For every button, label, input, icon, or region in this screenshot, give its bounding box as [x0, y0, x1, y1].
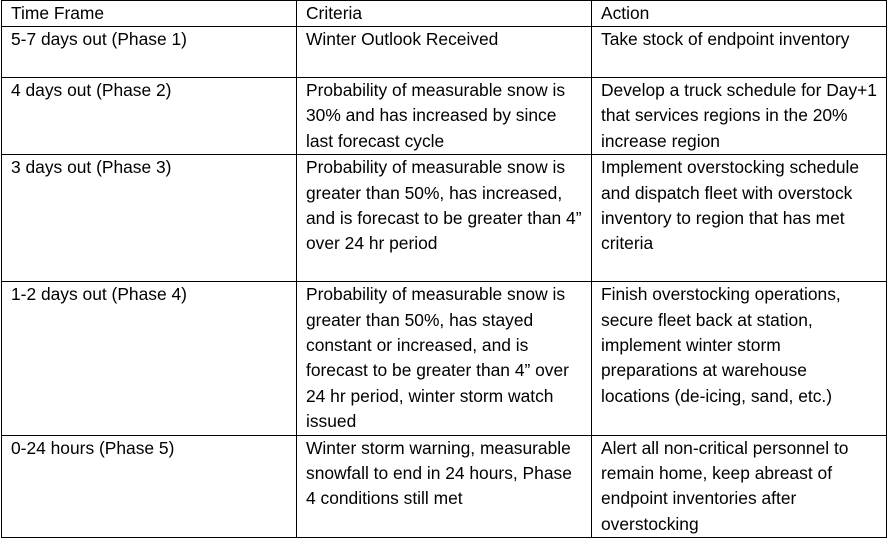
- action-cell: Alert all non-critical personnel to remain home, keep abreast of endpoint inventories after overstocking: [592, 435, 887, 538]
- header-row: [2, 1, 887, 27]
- criteria-cell: Probability of measurable snow is greater than 50%, has increased, and is forecast to be greater than 4” over 24 hr period: [297, 155, 592, 282]
- header-action: Action: [592, 1, 887, 27]
- criteria-cell: Probability of measurable snow is 30% and has increased by since last forecast cycle: [297, 78, 592, 155]
- time-frame-cell: 0-24 hours (Phase 5): [2, 435, 297, 538]
- time-frame-cell: 4 days out (Phase 2): [2, 78, 297, 155]
- time-frame-cell: 5-7 days out (Phase 1): [2, 27, 297, 78]
- table-row: [2, 282, 887, 435]
- table-row: [2, 78, 887, 155]
- time-frame-cell: 3 days out (Phase 3): [2, 155, 297, 282]
- criteria-cell: Winter storm warning, measurable snowfall to end in 24 hours, Phase 4 conditions still met: [297, 435, 592, 538]
- table-row: [2, 435, 887, 538]
- action-cell: Implement overstocking schedule and dispatch fleet with overstock inventory to region that has met criteria: [592, 155, 887, 282]
- header-criteria: Criteria: [297, 1, 592, 27]
- criteria-cell: Winter Outlook Received: [297, 27, 592, 78]
- phase-plan-table: [1, 0, 887, 538]
- table-row: [2, 27, 887, 78]
- criteria-cell: Probability of measurable snow is greater than 50%, has stayed constant or increased, and is forecast to be greater than 4” over 24 hr period, winter storm watch issued: [297, 282, 592, 435]
- time-frame-cell: 1-2 days out (Phase 4): [2, 282, 297, 435]
- action-cell: Take stock of endpoint inventory: [592, 27, 887, 78]
- action-cell: Develop a truck schedule for Day+1 that services regions in the 20% increase region: [592, 78, 887, 155]
- action-cell: Finish overstocking operations, secure fleet back at station, implement winter storm preparations at warehouse locations (de-icing, sand, etc.): [592, 282, 887, 435]
- table-row: [2, 155, 887, 282]
- header-time-frame: Time Frame: [2, 1, 297, 27]
